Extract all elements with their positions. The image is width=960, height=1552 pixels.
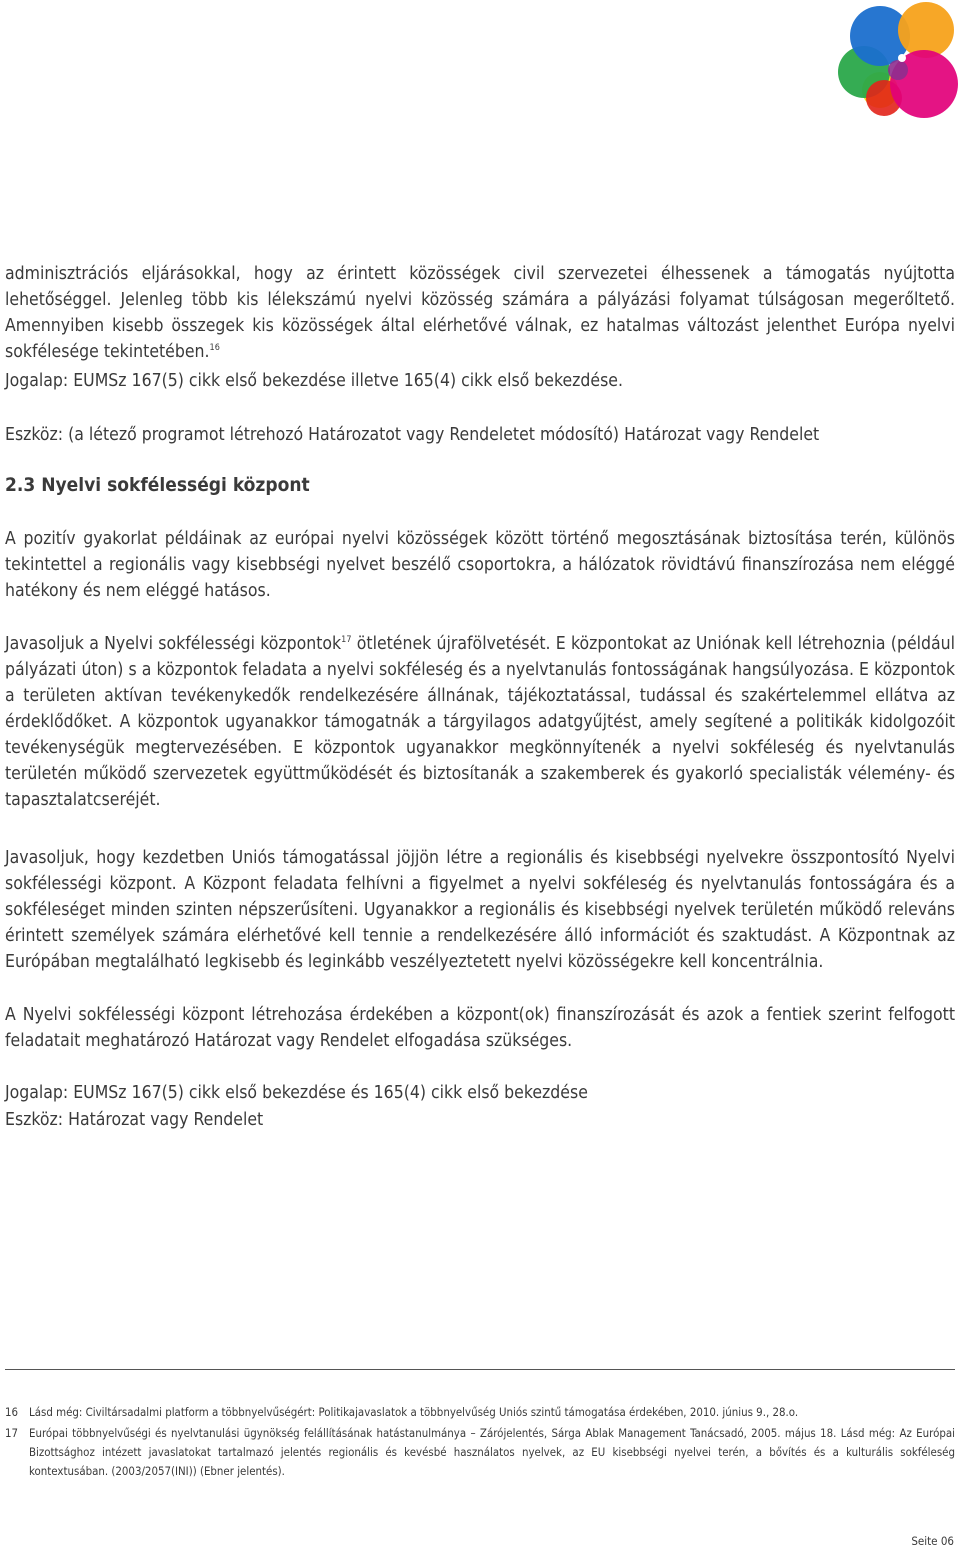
logo-circle-orange (898, 2, 954, 58)
logo-center-dot (898, 54, 906, 62)
logo-circle-purple (888, 60, 908, 80)
paragraph-intro-text: adminisztrációs eljárásokkal, hogy az érintett közösségek civil szervezetei élhessenek a támogatás nyújtotta lehetőséggel. Jelenleg több kis lélekszámú nyelvi közösség számára a pályázási folyamat túlságosan megerőltető. Amennyiben kisebb összegek kis közösségek által elérhetővé válnak, ez hatalmas változást jelenthet Európa nyelvi sokfélesége tekintetében. (5, 264, 955, 362)
legal-basis-1: Jogalap: EUMSz 167(5) cikk első bekezdése illetve 165(4) cikk első bekezdése. (5, 371, 623, 391)
footnote-ref-17: 17 (341, 635, 352, 645)
colorful-circles-logo (832, 0, 960, 124)
footnote-text: Lásd még: Civiltársadalmi platform a többnyelvűségért: Politikajavaslatok a többnyelvűség Uniós szintű támogatása érdekében, 2010. június 9., 28.o. (29, 1405, 799, 1419)
instrument-1: Eszköz: (a létező programot létrehozó Határozatot vagy Rendeletet módosító) Határozat vagy Rendelet (5, 425, 820, 445)
paragraph-3-start: Javasoljuk a Nyelvi sokfélességi központok (5, 634, 342, 654)
footnote-text: Európai többnyelvűségi és nyelvtanulási ügynökség felállításának hatástanulmánya – Zárójelentés, Sárga Ablak Management Tanácsadó, 2005. május 18. Lásd még: Az Európai Bizottsághoz intézett javaslatokat tartalmazó jelentés regionális és kevésbé használatos nyelvek, az EU kisebbségi nyelvei terén, a bővítés és a kulturális sokféleség kontextusában. (2003/2057(INI)) (Ebner jelentés). (29, 1426, 955, 1478)
paragraph-3-rest: ötletének újrafölvetését. E központokat az Uniónak kell létrehoznia (például pályázati úton) s a központok feladata a nyelvi sokféleség és a nyelvtanulás fontosságának hangsúlyozása. E központok a területen aktívan tevékenykedők rendelkezésére állnának, tájékoztatással, tudással és szakértelemmel ellátva az érdeklődőket. A központok ugyanakkor támogatnák a tárgyilagos adatgyűjtést, amely segítené a politikák kidolgozóit tevékenységük megtervezésében. E központok ugyanakkor megkönnyítenék a nyelvi sokféleség és nyelvtanulás területén működő szervezetek együttműködését és biztosítanák a szakemberek és gyakorló specialisták vélemény- és tapasztalatcseréjét. (5, 634, 956, 810)
footnote-ref-16: 16 (209, 343, 220, 353)
paragraph-5: A Nyelvi sokfélességi központ létrehozása érdekében a központ(ok) finanszírozását és azok a fentiek szerint felfogott feladatait meghatározó Határozat vagy Rendelet elfogadása szükséges. (5, 1005, 955, 1051)
legal-basis-2: Jogalap: EUMSz 167(5) cikk első bekezdése és 165(4) cikk első bekezdése (5, 1083, 588, 1103)
section-heading: 2.3 Nyelvi sokfélességi központ (5, 474, 310, 496)
paragraph-4: Javasoljuk, hogy kezdetben Uniós támogatással jöjjön létre a regionális és kisebbségi nyelvekre összpontosító Nyelvi sokfélességi központ. A Központ feladata felhívni a figyelmet a nyelvi sokféleség és nyelvtanulás fontosságára és a sokféleséget minden szinten népszerűsíteni. Ugyanakkor a regionális és kisebbségi nyelvek területén működő releváns érintett személyek számára elérhetővé kell tennie a rendelkezésére álló információt és szaktudást. A Központnak az Európában megtalálható legkisebb és leginkább veszélyeztetett nyelvi közösségekre kell koncentrálnia. (5, 848, 955, 972)
page-number: Seite 06 (911, 1534, 954, 1548)
paragraph-intro (5, 261, 955, 365)
footnote-16 (5, 1403, 955, 1422)
instrument-2: Eszköz: Határozat vagy Rendelet (5, 1110, 264, 1130)
footnote-number: 17 (5, 1426, 19, 1440)
footnote-number: 16 (5, 1405, 19, 1419)
paragraph-2: A pozitív gyakorlat példáinak az európai nyelvi közösségek között történő megosztásának biztosítása terén, különös tekintettel a regionális vagy kisebbségi nyelvet beszélő csoportokra, a hálózatok rövidtávú finanszírozása nem eléggé hatékony és nem eléggé hatásos. (5, 529, 955, 601)
paragraph-3 (5, 631, 955, 813)
footnote-17 (5, 1424, 955, 1481)
footnote-divider (5, 1369, 955, 1370)
